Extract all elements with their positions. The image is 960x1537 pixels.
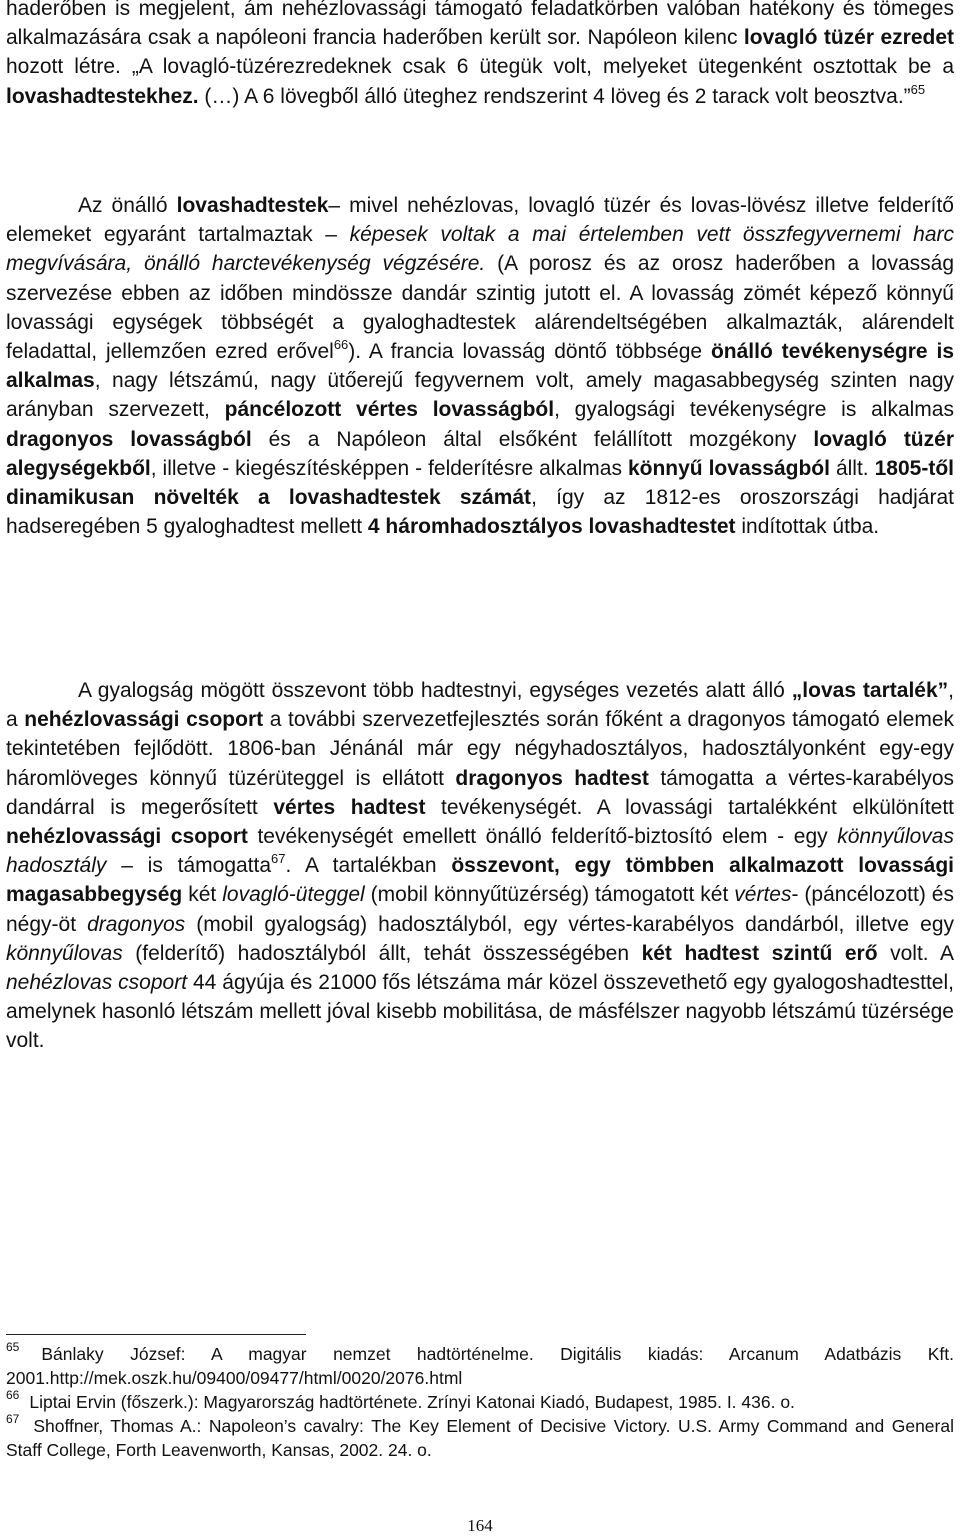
footnote-65 <box>6 1342 954 1390</box>
italic-text: vértes <box>734 883 792 907</box>
bold-text: dragonyos hadtest <box>455 766 649 790</box>
footnote-text: Liptai Ervin (főszerk.): Magyarország hadtörténete. Zrínyi Katonai Kiadó, Budapest, 1985. I. 436. o. <box>29 1392 795 1412</box>
bold-text: páncélozott vértes lovasságból <box>224 398 555 422</box>
text-run: , illetve - kiegészítésképpen - felderítésre alkalmas <box>150 456 628 480</box>
footnote-ref-65[interactable]: 65 <box>910 81 926 97</box>
text-run: ). A francia lovasság döntő többsége <box>348 340 711 364</box>
text-run: hozott létre. „A lovagló-tüzérezredeknek csak 6 ütegük volt, melyeket ütegenként osztottak be a <box>6 55 954 79</box>
footnote-number: 65 <box>6 1340 20 1355</box>
text-run: , a <box>6 679 954 732</box>
footnote-text: Shoffner, Thomas A.: Napoleon’s cavalry: The Key Element of Decisive Victory. U.S. Army Command and General Staff College, Forth Leavenworth, Kansas, 2002. 24. o. <box>6 1416 954 1460</box>
bold-text: vértes hadtest <box>273 795 426 819</box>
footnote-text: Bánlaky József: A magyar nemzet hadtörténelme. Digitális kiadás: Arcanum Adatbázis Kft. 2001.http://mek.oszk.hu/09400/09477/html/0020/2076.html <box>6 1344 954 1388</box>
bold-text: lovagló tüzér ezredet <box>743 26 954 50</box>
text-run: volt. A <box>877 941 954 965</box>
text-run: – mivel nehézlovas, lovagló tüzér és lovas-lövész illetve felderítő elemeket egyaránt tartalmaztak – <box>6 194 954 247</box>
text-run: indítottak útba. <box>735 515 880 539</box>
bold-text: lovagló tüzér alegységekből <box>6 427 954 480</box>
text-run: , így az 1812-es oroszországi hadjárat hadseregében 5 gyaloghadtest mellett <box>6 486 954 539</box>
bold-text: önálló tevékenységre is alkalmas <box>6 340 955 393</box>
bold-text: 1805-től dinamikusan növelték a lovashadtestek számát <box>6 456 954 510</box>
italic-text: nehézlovas csoport <box>6 971 188 995</box>
bold-text: könnyű lovasságból <box>627 456 830 480</box>
paragraph-3 <box>6 676 954 1056</box>
text-run: tevékenységét. A lovassági tartalékként elkülönített <box>425 795 954 819</box>
footnote-number: 66 <box>6 1388 20 1403</box>
text-run: 44 ágyúja és 21000 fős létszáma már közel összevethető egy gyalogoshadtesttel, amelynek hasonló létszám mellett jóval kisebb mobilitása, de másfélszer nagyobb létszámú tüzérsége volt. <box>6 971 954 1053</box>
paragraph-2 <box>6 191 954 541</box>
footnote-number: 67 <box>6 1412 20 1427</box>
italic-text: dragonyos <box>87 912 186 936</box>
bold-text: „lovas tartalék” <box>791 679 949 702</box>
text-run: (mobil gyalogság) hadosztályból, egy vértes-karabélyos dandárból, illetve egy <box>185 912 954 936</box>
footnote-ref-66[interactable]: 66 <box>333 337 349 353</box>
page-number: 164 <box>467 1516 493 1535</box>
text-run: (felderítő) hadosztályból állt, tehát összességében <box>122 941 642 965</box>
bold-text: nehézlovassági csoport <box>6 825 248 849</box>
text-run: (mobil könnyűtüzérség) támogatott két <box>364 883 735 907</box>
footnote-66 <box>6 1390 954 1414</box>
bold-text: nehézlovassági csoport <box>24 708 264 732</box>
italic-text: képesek voltak a mai értelemben vett összfegyvernemi harc megvívására, önálló harctevékenység végzésére. <box>6 223 954 276</box>
text-run: haderőben is megjelent, ám nehézlovassági támogató feladatkörben valóban hatékony és tömeges alkalmazására csak a napóleoni francia haderőben került sor. Napóleon kilenc <box>6 0 954 50</box>
footnotes <box>6 1342 954 1462</box>
bold-text: dragonyos lovasságból <box>6 427 252 451</box>
italic-text: lovagló-üteggel <box>222 883 365 907</box>
bold-text: 4 háromhadosztályos lovashadtestet <box>367 515 736 539</box>
footnote-67 <box>6 1414 954 1462</box>
text-run: , nagy létszámú, nagy ütőerejű fegyvernem volt, amely magasabbegység szinten nagy arányban szervezett, <box>6 369 954 422</box>
text-run: , gyalogsági tevékenységre is alkalmas <box>554 398 954 422</box>
text-run: . A tartalékban <box>285 854 452 878</box>
footnote-ref-67[interactable]: 67 <box>271 851 286 867</box>
bold-text: lovashadtestek <box>176 194 329 217</box>
text-run: (A porosz és az orosz haderőben a lovasság szervezése ebben az időben mindössze dandár szintig jutott el. A lovasság zömét képező könnyű lovassági egységek többségét a gyaloghadtestek alárendeltségében alkalmazták, alárendelt feladattal, jellemzően ezred erővel <box>6 252 955 364</box>
text-run: a további szervezetfejlesztés során főként a dragonyos támogató elemek tekintetében fejlődött. 1806-ban Jénánál már egy négyhadosztályos, hadosztályonként egy-egy háromlöveges könnyű tüzérüteggel is ellátott <box>6 708 955 790</box>
text-run: és a Napóleon által elsőként felállított mozgékony <box>251 427 814 451</box>
text-run: - (páncélozott) és négy-öt <box>6 883 954 936</box>
footnote-separator <box>6 1334 306 1335</box>
text-run: – is támogatta <box>106 854 272 878</box>
italic-text: könnyűlovas hadosztály <box>6 825 954 878</box>
bold-text: összevont, egy tömbben alkalmazott lovassági magasabbegység <box>6 854 954 907</box>
text-run: (…) A 6 lövegből álló üteghez rendszerint 4 löveg és 2 tarack volt beosztva.” <box>198 84 911 108</box>
text-run: állt. <box>829 456 875 480</box>
italic-text: könnyűlovas <box>6 941 123 965</box>
text-run: két <box>182 883 223 907</box>
text-run: A gyalogság mögött összevont több hadtestnyi, egységes vezetés alatt álló <box>78 679 792 702</box>
text-run: Az önálló <box>78 194 177 217</box>
bold-text: két hadtest szintű erő <box>641 941 878 965</box>
text-run: tevékenységét emellett önálló felderítő-biztosító elem - egy <box>247 825 838 849</box>
paragraph-1 <box>6 0 954 111</box>
text-run: támogatta a vértes-karabélyos dandárral is megerősített <box>6 766 954 819</box>
bold-text: lovashadtestekhez. <box>6 84 199 108</box>
